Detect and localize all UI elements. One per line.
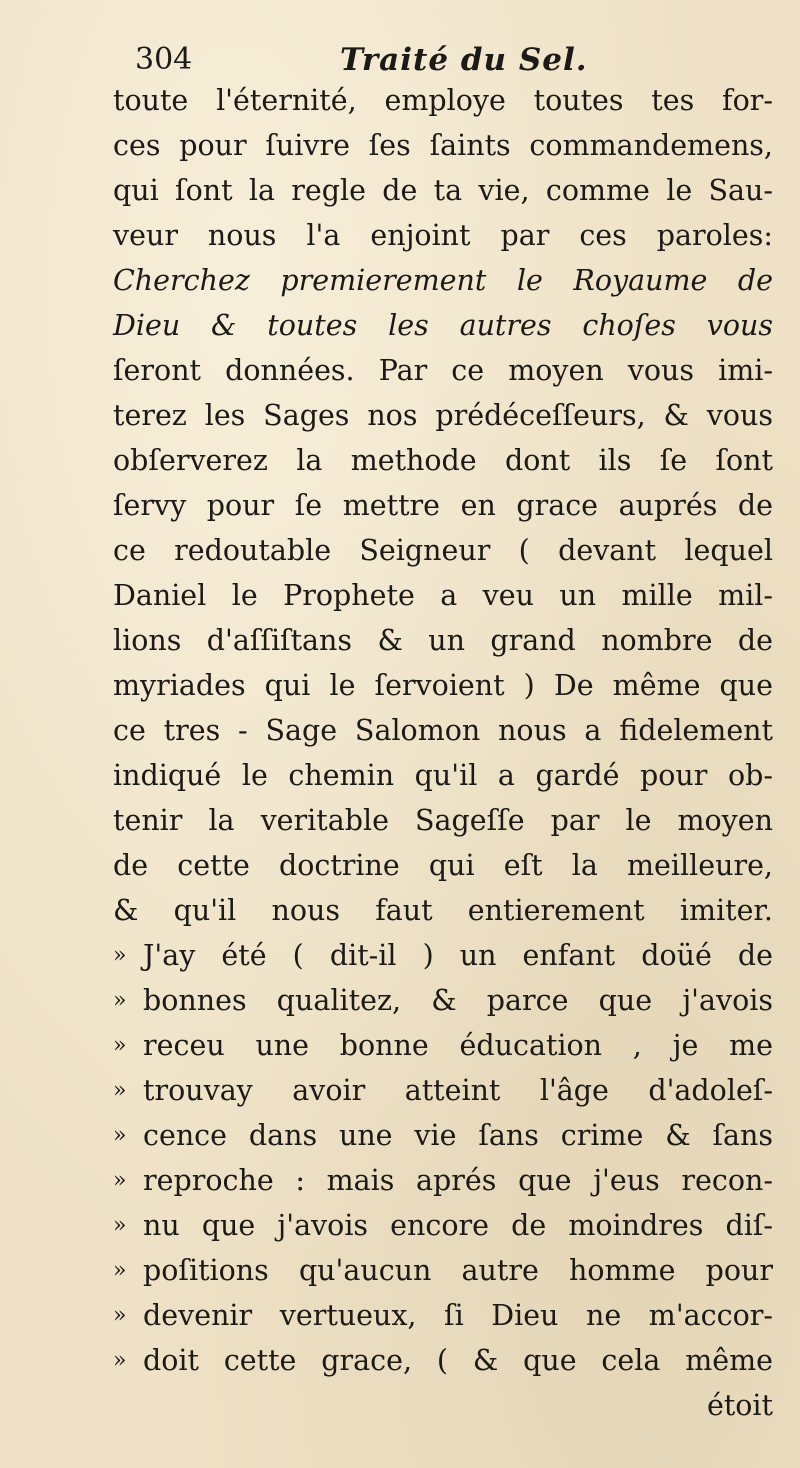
line-text: veur nous l'a enjoint par ces paroles: (113, 219, 773, 252)
line-text: lions d'aſſiſtans & un grand nombre de (113, 624, 773, 657)
line-text: de cette doctrine qui eſt la meilleure, (113, 849, 773, 882)
text-line (113, 168, 773, 213)
line-text: tenir la veritable Sageſſe par le moyen (113, 804, 773, 837)
line-text: ce redoutable Seigneur ( devant lequel (113, 534, 773, 567)
quote-mark: » (113, 1123, 127, 1148)
quote-mark: » (113, 1258, 127, 1283)
line-text: & qu'il nous faut entierement imiter. (113, 894, 773, 927)
quote-mark: » (113, 1078, 127, 1103)
text-line (113, 978, 773, 1023)
text-line (113, 393, 773, 438)
line-text: ces pour ſuivre ſes ſaints commandemens, (113, 129, 773, 162)
text-line (113, 753, 773, 798)
line-text: doit cette grace, ( & que cela même (143, 1344, 773, 1377)
quote-mark: » (113, 1303, 127, 1328)
line-text: devenir vertueux, ſi Dieu ne m'accor- (143, 1299, 773, 1332)
page-number: 304 (135, 42, 193, 77)
text-line (113, 618, 773, 663)
text-line (113, 303, 773, 348)
running-title: Traité du Sel. (340, 42, 588, 78)
line-text: ce tres - Sage Salomon nous a fidelement (113, 714, 773, 747)
text-line (113, 1023, 773, 1068)
quote-mark: » (113, 1348, 127, 1373)
line-text: nu que j'avois encore de moindres diſ- (143, 1209, 773, 1242)
line-text: Cherchez premierement le Royaume de (113, 264, 773, 297)
body-text (113, 78, 773, 1428)
text-line (113, 1158, 773, 1203)
text-line (113, 1293, 773, 1338)
line-text: qui ſont la regle de ta vie, comme le Sau- (113, 174, 773, 207)
text-line (113, 798, 773, 843)
text-line (113, 213, 773, 258)
quote-mark: » (113, 988, 127, 1013)
quote-mark: » (113, 1168, 127, 1193)
quote-mark: » (113, 1033, 127, 1058)
line-text: trouvay avoir atteint l'âge d'adoleſ- (143, 1074, 773, 1107)
text-line (113, 663, 773, 708)
quote-mark: » (113, 1213, 127, 1238)
line-text: toute l'éternité, employe toutes tes for- (113, 84, 773, 117)
text-line (113, 933, 773, 978)
text-line (113, 573, 773, 618)
line-text: J'ay été ( dit-il ) un enfant doüé de (143, 939, 773, 972)
line-text: reproche : mais aprés que j'eus recon- (143, 1164, 773, 1197)
line-text: myriades qui le ſervoient ) De même que (113, 669, 773, 702)
text-line (113, 78, 773, 123)
text-line (113, 348, 773, 393)
line-text: Dieu & toutes les autres choſes vous (113, 309, 773, 342)
line-text: bonnes qualitez, & parce que j'avois (143, 984, 773, 1017)
line-text: receu une bonne éducation , je me (143, 1029, 773, 1062)
text-line (113, 843, 773, 888)
catchword: étoit (706, 1389, 773, 1422)
line-text: ſeront données. Par ce moyen vous imi- (113, 354, 773, 387)
line-text: Daniel le Prophete a veu un mille mil- (113, 579, 773, 612)
quote-mark: » (113, 943, 127, 968)
text-line (113, 888, 773, 933)
text-line (113, 483, 773, 528)
line-text: cence dans une vie ſans crime & ſans (143, 1119, 773, 1152)
text-line (113, 1068, 773, 1113)
line-text: obſerverez la methode dont ils ſe ſont (113, 444, 773, 477)
text-line (113, 438, 773, 483)
text-line (113, 708, 773, 753)
text-line (113, 1203, 773, 1248)
text-line (113, 123, 773, 168)
text-line (113, 528, 773, 573)
text-line (113, 258, 773, 303)
line-text: ſervy pour ſe mettre en grace auprés de (113, 489, 773, 522)
line-text: terez les Sages nos prédéceſſeurs, & vous (113, 399, 773, 432)
text-line (113, 1248, 773, 1293)
text-line (113, 1338, 773, 1383)
text-line (113, 1113, 773, 1158)
line-text: poſitions qu'aucun autre homme pour (143, 1254, 773, 1287)
line-text: indiqué le chemin qu'il a gardé pour ob- (113, 759, 773, 792)
